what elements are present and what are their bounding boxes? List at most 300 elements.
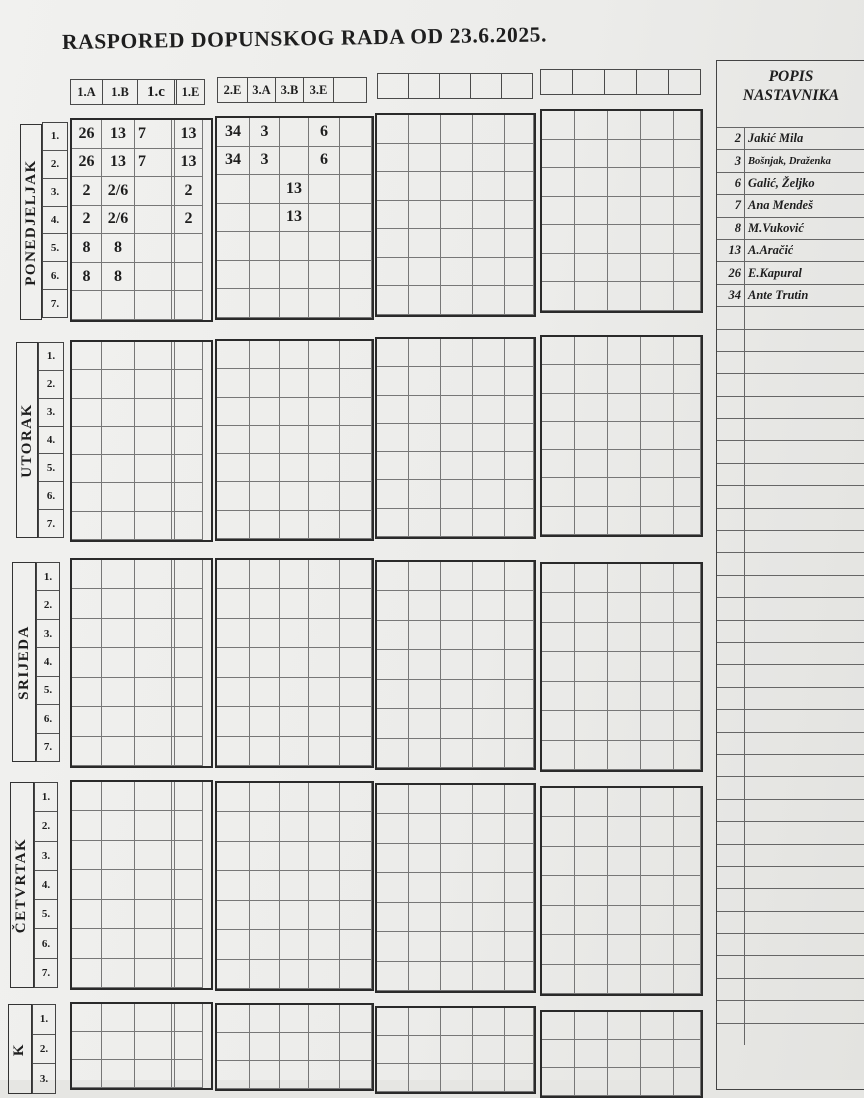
schedule-cell bbox=[641, 711, 674, 740]
schedule-cell bbox=[250, 289, 280, 318]
period-label: 1. bbox=[39, 343, 63, 371]
schedule-cell bbox=[409, 814, 441, 843]
schedule-cell bbox=[377, 739, 409, 768]
schedule-cell bbox=[377, 229, 409, 258]
schedule-cell: 26 bbox=[72, 120, 102, 149]
schedule-cell bbox=[608, 507, 641, 535]
teacher-number bbox=[717, 419, 745, 440]
schedule-cell bbox=[309, 589, 340, 618]
schedule-cell bbox=[309, 261, 340, 290]
class-header-cell: 1.B bbox=[102, 79, 138, 105]
schedule-cell bbox=[280, 737, 309, 766]
schedule-cell bbox=[473, 873, 505, 902]
schedule-cell bbox=[409, 650, 441, 679]
schedule-cell bbox=[542, 254, 575, 283]
schedule-cell bbox=[340, 341, 372, 369]
schedule-cell bbox=[674, 225, 701, 254]
schedule-cell bbox=[441, 286, 473, 315]
schedule-cell bbox=[542, 450, 575, 478]
schedule-cell bbox=[505, 396, 534, 424]
schedule-cell bbox=[102, 512, 135, 540]
schedule-cell bbox=[309, 482, 340, 510]
schedule-cell bbox=[608, 450, 641, 478]
schedule-cell bbox=[575, 1040, 608, 1068]
schedule-cell bbox=[575, 478, 608, 506]
schedule-cell bbox=[377, 339, 409, 367]
teacher-number bbox=[717, 509, 745, 530]
class-header-cell bbox=[470, 73, 502, 99]
schedule-cell bbox=[280, 289, 309, 318]
schedule-cell bbox=[441, 172, 473, 201]
schedule-cell bbox=[505, 115, 534, 144]
period-label: 7. bbox=[41, 966, 51, 979]
schedule-cell bbox=[280, 454, 309, 482]
schedule-cell bbox=[135, 399, 172, 427]
schedule-cell bbox=[309, 930, 340, 959]
day-name: SRIJEDA bbox=[15, 624, 32, 700]
schedule-cell: 2 bbox=[175, 177, 203, 206]
schedule-cell bbox=[175, 707, 203, 736]
schedule-cell bbox=[505, 962, 534, 991]
schedule-cell bbox=[135, 455, 172, 483]
schedule-cell bbox=[441, 339, 473, 367]
schedule-cell bbox=[72, 619, 102, 648]
schedule-cell bbox=[441, 650, 473, 679]
schedule-cell bbox=[473, 424, 505, 452]
schedule-cell bbox=[250, 426, 280, 454]
schedule-cell bbox=[473, 562, 505, 591]
schedule-cell bbox=[217, 960, 250, 989]
period-label: 6. bbox=[43, 262, 67, 290]
schedule-cell bbox=[280, 930, 309, 959]
teacher-number bbox=[717, 621, 745, 642]
schedule-cell: 8 bbox=[72, 234, 102, 263]
schedule-cell bbox=[250, 678, 280, 707]
schedule-cell bbox=[505, 509, 534, 537]
teacher-list bbox=[717, 127, 864, 1045]
class-header-group bbox=[70, 79, 204, 105]
schedule-cell bbox=[505, 480, 534, 508]
schedule-cell bbox=[217, 341, 250, 369]
schedule-cell bbox=[575, 422, 608, 450]
schedule-block bbox=[540, 562, 703, 772]
schedule-cell bbox=[409, 621, 441, 650]
schedule-cell bbox=[217, 871, 250, 900]
schedule-cell bbox=[608, 478, 641, 506]
schedule-cell bbox=[575, 337, 608, 365]
schedule-cell: 8 bbox=[102, 234, 135, 263]
period-label: 5. bbox=[39, 454, 63, 482]
teacher-name: A.Aračić bbox=[748, 243, 794, 258]
schedule-cell: 7 bbox=[135, 149, 172, 178]
schedule-cell bbox=[280, 871, 309, 900]
schedule-cell bbox=[409, 424, 441, 452]
schedule-cell bbox=[217, 398, 250, 426]
schedule-cell bbox=[377, 424, 409, 452]
schedule-cell bbox=[575, 711, 608, 740]
schedule-cell bbox=[608, 337, 641, 365]
schedule-cell bbox=[102, 841, 135, 870]
schedule-cell bbox=[575, 593, 608, 622]
schedule-cell bbox=[72, 291, 102, 320]
schedule-cell bbox=[309, 707, 340, 736]
teacher-number bbox=[717, 867, 745, 888]
schedule-cell bbox=[409, 739, 441, 768]
teacher-row-empty bbox=[717, 530, 864, 552]
period-label: 2. bbox=[43, 151, 67, 179]
schedule-cell bbox=[377, 903, 409, 932]
schedule-cell bbox=[72, 648, 102, 677]
schedule-cell bbox=[377, 286, 409, 315]
day-name: ČETVRTAK bbox=[13, 837, 30, 933]
teacher-row-empty bbox=[717, 485, 864, 507]
schedule-cell bbox=[641, 935, 674, 964]
schedule-cell bbox=[473, 844, 505, 873]
schedule-block bbox=[70, 340, 213, 542]
schedule-cell bbox=[340, 560, 372, 589]
schedule-cell bbox=[102, 648, 135, 677]
schedule-cell bbox=[280, 783, 309, 812]
schedule-cell bbox=[175, 589, 203, 618]
schedule-cell bbox=[608, 394, 641, 422]
schedule-cell bbox=[542, 817, 575, 846]
schedule-cell bbox=[175, 1032, 203, 1060]
schedule-cell bbox=[309, 812, 340, 841]
schedule-cell bbox=[102, 1060, 135, 1088]
schedule-cell bbox=[473, 709, 505, 738]
schedule-block bbox=[70, 780, 213, 990]
schedule-cell bbox=[608, 1040, 641, 1068]
schedule-cell bbox=[175, 619, 203, 648]
schedule-cell bbox=[575, 507, 608, 535]
schedule-cell bbox=[280, 589, 309, 618]
schedule-cell bbox=[175, 427, 203, 455]
teacher-number bbox=[717, 598, 745, 619]
schedule-cell bbox=[641, 623, 674, 652]
day-label bbox=[12, 562, 36, 762]
schedule-cell bbox=[72, 929, 102, 958]
schedule-block bbox=[375, 560, 536, 770]
schedule-cell bbox=[377, 144, 409, 173]
class-header-cell bbox=[668, 69, 701, 95]
schedule-cell bbox=[250, 1033, 280, 1061]
schedule-cell bbox=[674, 197, 701, 226]
teacher-number bbox=[717, 1001, 745, 1022]
schedule-cell bbox=[175, 263, 203, 292]
schedule-cell bbox=[217, 783, 250, 812]
schedule-cell bbox=[250, 261, 280, 290]
schedule-cell bbox=[641, 682, 674, 711]
day-label bbox=[16, 342, 38, 538]
schedule-cell bbox=[674, 711, 701, 740]
schedule-cell bbox=[674, 1012, 701, 1040]
schedule-cell bbox=[505, 452, 534, 480]
schedule-cell bbox=[377, 844, 409, 873]
schedule-cell bbox=[175, 648, 203, 677]
schedule-block bbox=[70, 558, 213, 768]
schedule-cell bbox=[72, 782, 102, 811]
class-header-cell bbox=[377, 73, 409, 99]
schedule-cell bbox=[280, 648, 309, 677]
schedule-cell bbox=[280, 118, 309, 147]
teacher-number bbox=[717, 665, 745, 686]
schedule-cell bbox=[505, 709, 534, 738]
period-label: 5. bbox=[37, 677, 59, 705]
schedule-cell bbox=[102, 455, 135, 483]
teacher-row bbox=[717, 127, 864, 149]
schedule-cell bbox=[217, 175, 250, 204]
schedule-cell: 7 bbox=[135, 120, 172, 149]
schedule-cell bbox=[674, 422, 701, 450]
schedule-cell bbox=[674, 593, 701, 622]
schedule-cell bbox=[505, 1008, 534, 1036]
schedule-cell bbox=[409, 286, 441, 315]
schedule-cell bbox=[441, 452, 473, 480]
schedule-cell bbox=[377, 1036, 409, 1064]
schedule-cell bbox=[542, 168, 575, 197]
schedule-cell bbox=[217, 261, 250, 290]
schedule-cell bbox=[441, 480, 473, 508]
schedule-cell bbox=[175, 399, 203, 427]
schedule-cell bbox=[409, 873, 441, 902]
schedule-cell bbox=[175, 1060, 203, 1088]
schedule-cell bbox=[175, 811, 203, 840]
schedule-cell bbox=[608, 847, 641, 876]
schedule-cell bbox=[377, 932, 409, 961]
schedule-cell bbox=[217, 232, 250, 261]
schedule-cell bbox=[641, 788, 674, 817]
schedule-cell bbox=[309, 619, 340, 648]
class-header-cell: 3.A bbox=[247, 77, 276, 103]
schedule-cell bbox=[608, 652, 641, 681]
schedule-cell bbox=[377, 172, 409, 201]
schedule-cell bbox=[102, 370, 135, 398]
schedule-cell bbox=[575, 1012, 608, 1040]
schedule-cell bbox=[608, 365, 641, 393]
schedule-cell bbox=[473, 258, 505, 287]
teacher-row-empty bbox=[717, 978, 864, 1000]
day-name: UTORAK bbox=[18, 402, 35, 478]
schedule-cell bbox=[441, 1064, 473, 1092]
schedule-cell bbox=[641, 168, 674, 197]
schedule-cell bbox=[135, 678, 172, 707]
teacher-number bbox=[717, 397, 745, 418]
teacher-row-empty bbox=[717, 396, 864, 418]
teacher-row-empty bbox=[717, 754, 864, 776]
schedule-cell bbox=[409, 709, 441, 738]
schedule-cell bbox=[102, 619, 135, 648]
schedule-cell bbox=[575, 365, 608, 393]
schedule-cell bbox=[542, 876, 575, 905]
schedule-cell: 6 bbox=[309, 147, 340, 176]
teacher-row-empty bbox=[717, 799, 864, 821]
class-header-cell bbox=[333, 77, 367, 103]
teacher-row-empty bbox=[717, 575, 864, 597]
schedule-cell bbox=[309, 1061, 340, 1089]
schedule-cell bbox=[250, 589, 280, 618]
schedule-cell bbox=[641, 478, 674, 506]
schedule-cell bbox=[608, 225, 641, 254]
schedule-cell bbox=[441, 903, 473, 932]
schedule-cell bbox=[250, 737, 280, 766]
schedule-cell bbox=[473, 785, 505, 814]
schedule-cell bbox=[377, 962, 409, 991]
schedule-cell bbox=[250, 482, 280, 510]
schedule-cell: 34 bbox=[217, 118, 250, 147]
schedule-cell bbox=[505, 873, 534, 902]
schedule-cell bbox=[641, 394, 674, 422]
schedule-cell bbox=[542, 422, 575, 450]
schedule-cell bbox=[542, 652, 575, 681]
schedule-cell bbox=[505, 785, 534, 814]
schedule-cell: 2 bbox=[72, 177, 102, 206]
schedule-cell bbox=[102, 929, 135, 958]
schedule-cell bbox=[135, 870, 172, 899]
schedule-cell bbox=[340, 398, 372, 426]
schedule-cell bbox=[441, 621, 473, 650]
schedule-cell bbox=[505, 1064, 534, 1092]
schedule-cell bbox=[505, 932, 534, 961]
schedule-cell bbox=[575, 876, 608, 905]
schedule-cell bbox=[280, 482, 309, 510]
teacher-row-empty bbox=[717, 620, 864, 642]
schedule-cell bbox=[280, 232, 309, 261]
page-title: RASPORED DOPUNSKOG RADA OD 23.6.2025. bbox=[61, 22, 548, 54]
teacher-name: Ante Trutin bbox=[748, 287, 809, 302]
period-label: 7. bbox=[43, 741, 53, 754]
class-header-cell bbox=[604, 69, 637, 95]
teacher-number: 8 bbox=[717, 218, 745, 239]
schedule-cell bbox=[250, 842, 280, 871]
schedule-cell bbox=[409, 509, 441, 537]
schedule-cell bbox=[340, 147, 372, 176]
teacher-number bbox=[717, 889, 745, 910]
period-label: 6. bbox=[35, 929, 57, 958]
schedule-cell bbox=[102, 291, 135, 320]
schedule-cell bbox=[72, 900, 102, 929]
schedule-cell bbox=[505, 562, 534, 591]
schedule-cell bbox=[72, 342, 102, 370]
class-header-cell bbox=[439, 73, 471, 99]
schedule-cell bbox=[473, 172, 505, 201]
schedule-cell bbox=[608, 1068, 641, 1096]
schedule-cell bbox=[674, 365, 701, 393]
schedule-cell bbox=[608, 197, 641, 226]
schedule-cell bbox=[505, 1036, 534, 1064]
schedule-cell bbox=[217, 930, 250, 959]
schedule-cell bbox=[608, 282, 641, 311]
teacher-row-empty bbox=[717, 351, 864, 373]
schedule-cell bbox=[102, 707, 135, 736]
class-header-group bbox=[377, 73, 532, 99]
schedule-cell bbox=[217, 482, 250, 510]
teacher-number bbox=[717, 845, 745, 866]
schedule-cell bbox=[217, 678, 250, 707]
schedule-cell bbox=[340, 812, 372, 841]
schedule-cell bbox=[505, 650, 534, 679]
schedule-cell bbox=[72, 1060, 102, 1088]
schedule-cell bbox=[72, 483, 102, 511]
schedule-cell bbox=[674, 847, 701, 876]
teacher-number bbox=[717, 553, 745, 574]
schedule-cell bbox=[641, 593, 674, 622]
schedule-cell bbox=[175, 959, 203, 988]
schedule-cell bbox=[542, 507, 575, 535]
schedule-cell bbox=[441, 814, 473, 843]
schedule-cell bbox=[409, 1064, 441, 1092]
schedule-cell bbox=[377, 480, 409, 508]
schedule-cell bbox=[674, 111, 701, 140]
schedule-cell bbox=[175, 370, 203, 398]
day-label bbox=[10, 782, 34, 988]
schedule-cell: 13 bbox=[280, 204, 309, 233]
teacher-number bbox=[717, 643, 745, 664]
schedule-cell bbox=[441, 680, 473, 709]
schedule-cell bbox=[217, 842, 250, 871]
schedule-block bbox=[215, 116, 374, 320]
schedule-cell bbox=[377, 680, 409, 709]
schedule-cell bbox=[102, 1004, 135, 1032]
schedule-cell bbox=[441, 424, 473, 452]
schedule-cell bbox=[641, 564, 674, 593]
teacher-row-empty bbox=[717, 642, 864, 664]
schedule-cell: 6 bbox=[309, 118, 340, 147]
schedule-cell bbox=[641, 652, 674, 681]
schedule-cell bbox=[641, 111, 674, 140]
schedule-cell bbox=[135, 811, 172, 840]
schedule-cell bbox=[217, 619, 250, 648]
schedule-cell bbox=[250, 175, 280, 204]
schedule-cell bbox=[340, 454, 372, 482]
schedule-cell bbox=[542, 337, 575, 365]
schedule-cell bbox=[674, 1040, 701, 1068]
schedule-cell bbox=[441, 1008, 473, 1036]
schedule-cell bbox=[441, 367, 473, 395]
schedule-cell bbox=[377, 115, 409, 144]
schedule-cell bbox=[309, 1005, 340, 1033]
schedule-cell bbox=[542, 282, 575, 311]
teacher-number bbox=[717, 912, 745, 933]
schedule-cell bbox=[250, 560, 280, 589]
schedule-cell bbox=[280, 1005, 309, 1033]
schedule-cell bbox=[409, 339, 441, 367]
schedule-cell bbox=[505, 680, 534, 709]
teacher-number bbox=[717, 800, 745, 821]
schedule-cell bbox=[72, 427, 102, 455]
schedule-cell bbox=[674, 337, 701, 365]
schedule-cell bbox=[309, 901, 340, 930]
schedule-cell bbox=[102, 560, 135, 589]
teacher-row-empty bbox=[717, 1023, 864, 1045]
schedule-cell bbox=[175, 455, 203, 483]
schedule-cell bbox=[641, 337, 674, 365]
schedule-cell bbox=[175, 560, 203, 589]
schedule-cell bbox=[473, 680, 505, 709]
schedule-cell bbox=[309, 204, 340, 233]
schedule-cell bbox=[309, 454, 340, 482]
class-header-cell: 1.c bbox=[137, 79, 175, 105]
schedule-cell bbox=[641, 741, 674, 770]
teacher-row-empty bbox=[717, 687, 864, 709]
schedule-cell bbox=[441, 785, 473, 814]
teacher-number bbox=[717, 822, 745, 843]
teacher-name: Jakić Mila bbox=[748, 131, 804, 146]
schedule-cell bbox=[135, 737, 172, 766]
schedule-cell bbox=[217, 1033, 250, 1061]
schedule-block bbox=[70, 118, 213, 322]
teacher-row-empty bbox=[717, 664, 864, 686]
schedule-cell bbox=[674, 507, 701, 535]
